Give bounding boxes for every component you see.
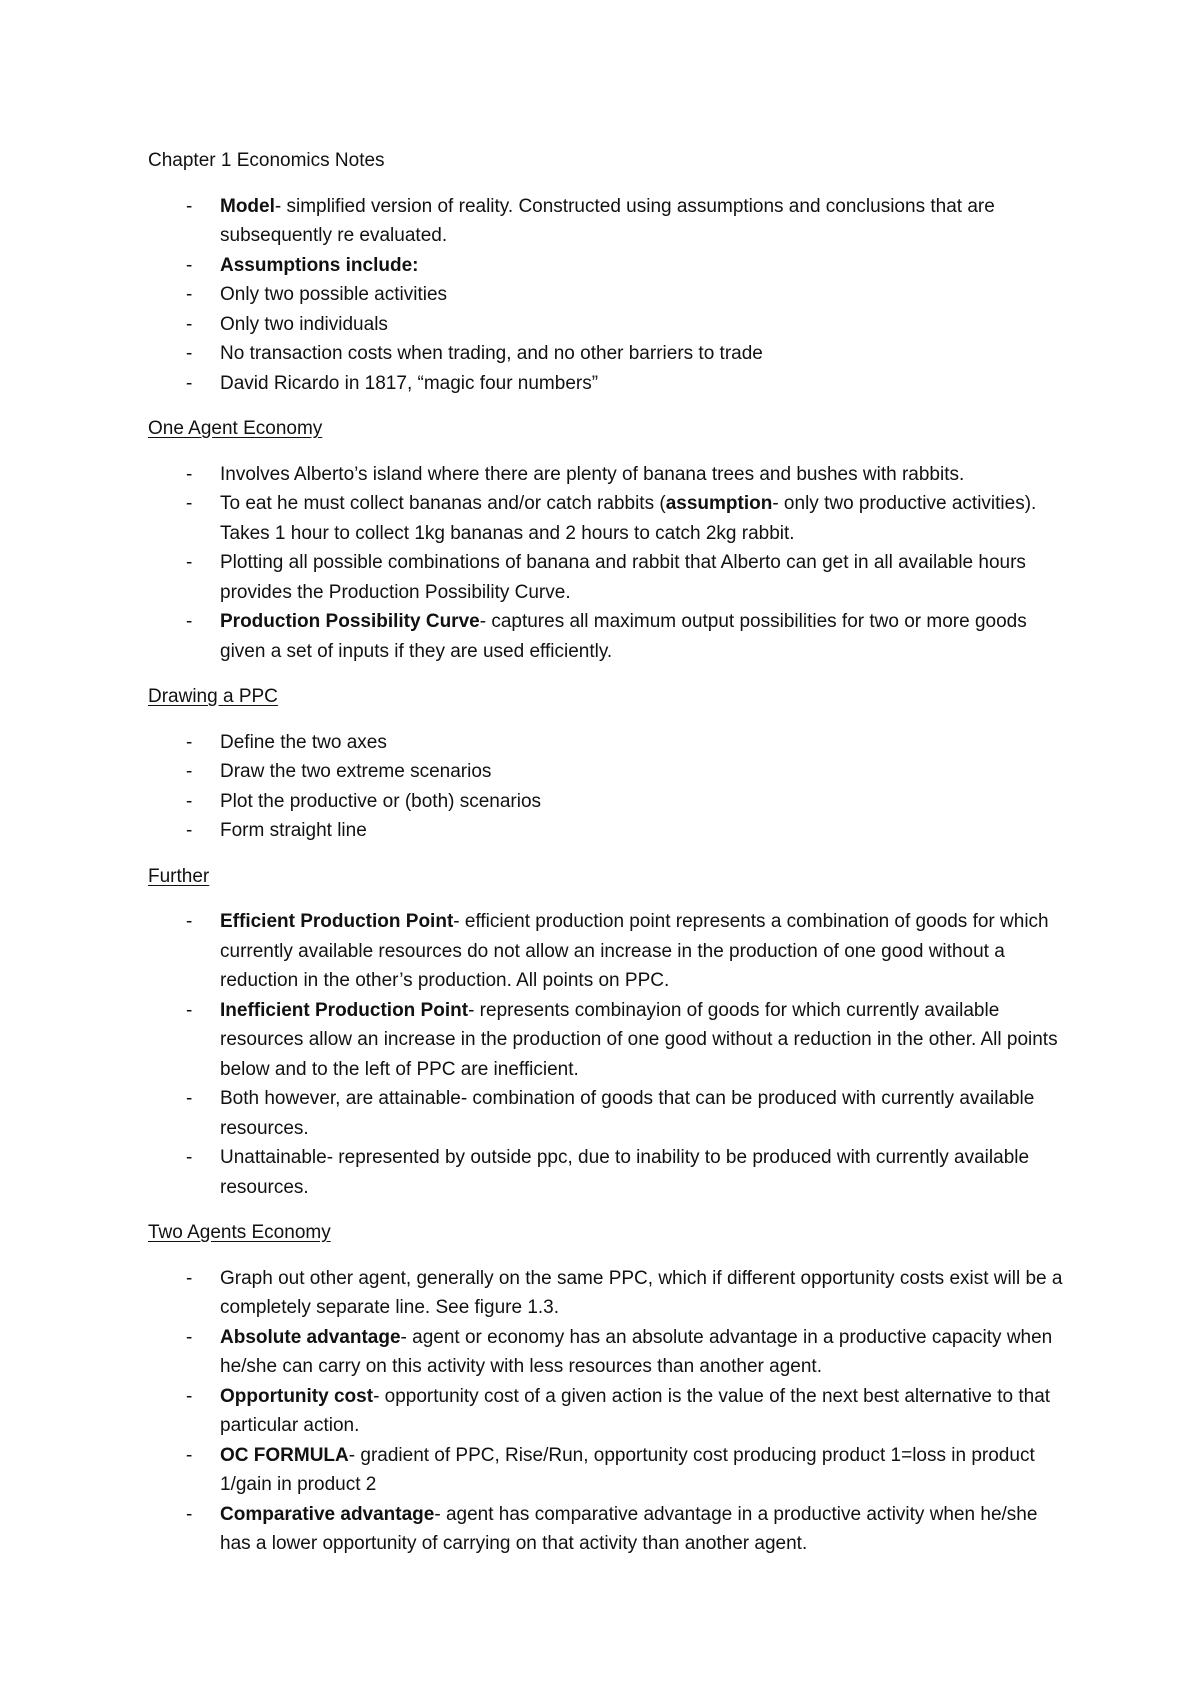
section xyxy=(148,414,1073,666)
bullet-item xyxy=(148,369,1073,399)
bullet-item xyxy=(148,1323,1073,1382)
bullet-dash: - xyxy=(186,1147,193,1168)
bullet-term: Comparative advantage xyxy=(220,1503,435,1525)
bullet-text: Only two individuals xyxy=(220,313,388,335)
bullet-item xyxy=(148,1264,1073,1323)
bullet-dash: - xyxy=(186,1503,193,1525)
bullet-dash: - xyxy=(186,761,193,782)
bullet-item xyxy=(148,728,1073,758)
bullet-item xyxy=(148,816,1073,846)
section xyxy=(148,1218,1073,1559)
bullet-item xyxy=(148,548,1073,607)
bullet-text: - agent or economy has an absolute advantage in a productive capacity when he/she can carry on this activity with less resources than another agent. xyxy=(220,1326,1053,1377)
bullet-item xyxy=(148,787,1073,817)
bullet-item xyxy=(148,907,1073,996)
bullet-text: Plotting all possible combinations of banana and rabbit that Alberto can get in all available hours provides the Production Possibility Curve. xyxy=(220,552,1026,603)
bullet-dash: - xyxy=(186,1326,193,1348)
bullet-text: Define the two axes xyxy=(220,731,387,753)
section-heading: Two Agents Economy xyxy=(148,1222,331,1243)
bullet-term: Production Possibility Curve xyxy=(220,611,480,632)
bullet-item xyxy=(148,757,1073,787)
bullet-text: - represents combinayion of goods for which currently available resources allow an increase in the production of one good without a reduction in the other. All points below and to the left of PPC are inefficient. xyxy=(220,999,1058,1080)
bullet-list xyxy=(148,192,1073,399)
bullet-dash: - xyxy=(186,552,193,573)
bullet-item xyxy=(148,310,1073,340)
bullet-term: assumption xyxy=(665,493,773,514)
bullet-dash: - xyxy=(186,1267,193,1289)
bullet-dash: - xyxy=(186,1385,193,1407)
bullet-item xyxy=(148,192,1073,251)
bullet-list xyxy=(148,460,1073,667)
bullet-item xyxy=(148,1143,1073,1202)
bullet-dash: - xyxy=(186,911,193,932)
bullet-item xyxy=(148,339,1073,369)
section xyxy=(148,862,1073,1203)
bullet-dash: - xyxy=(186,313,193,335)
document-sections xyxy=(148,192,1073,1559)
bullet-text: Draw the two extreme scenarios xyxy=(220,761,492,782)
bullet-dash: - xyxy=(186,372,193,394)
section xyxy=(148,682,1073,846)
bullet-text: To eat he must collect bananas and/or catch rabbits ( xyxy=(220,493,666,514)
bullet-dash: - xyxy=(186,463,193,485)
bullet-text: Both however, are attainable- combination of goods that can be produced with currently available resources. xyxy=(220,1088,1035,1139)
bullet-item xyxy=(148,996,1073,1085)
bullet-dash: - xyxy=(186,999,193,1021)
bullet-text: - only two productive activities). Takes 1 hour to collect 1kg bananas and 2 hours to catch 2kg rabbit. xyxy=(220,493,1037,544)
bullet-text: Form straight line xyxy=(220,820,367,841)
bullet-list xyxy=(148,907,1073,1202)
bullet-item xyxy=(148,280,1073,310)
section-heading: Further xyxy=(148,865,210,887)
bullet-list xyxy=(148,1264,1073,1559)
bullet-list xyxy=(148,728,1073,846)
bullet-dash: - xyxy=(186,343,193,364)
bullet-item xyxy=(148,251,1073,281)
bullet-text: David Ricardo in 1817, “magic four numbers” xyxy=(220,372,599,394)
bullet-term: Efficient Production Point xyxy=(220,911,454,932)
bullet-dash: - xyxy=(186,611,193,632)
bullet-dash: - xyxy=(186,1444,193,1466)
bullet-text: Graph out other agent, generally on the same PPC, which if different opportunity costs exist will be a completely separate line. See figure 1.3. xyxy=(220,1267,1063,1318)
bullet-text: Unattainable- represented by outside ppc, due to inability to be produced with currently available resources. xyxy=(220,1147,1030,1198)
bullet-dash: - xyxy=(186,195,193,217)
bullet-text: - gradient of PPC, Rise/Run, opportunity cost producing product 1=loss in product 1/gain in product 2 xyxy=(220,1444,1035,1495)
bullet-text: Only two possible activities xyxy=(220,284,448,305)
bullet-dash: - xyxy=(186,493,193,514)
bullet-text: Involves Alberto’s island where there are plenty of banana trees and bushes with rabbits. xyxy=(220,463,965,485)
bullet-item xyxy=(148,1500,1073,1559)
bullet-item xyxy=(148,1382,1073,1441)
bullet-text: Plot the productive or (both) scenarios xyxy=(220,790,542,812)
bullet-text: No transaction costs when trading, and no other barriers to trade xyxy=(220,343,763,364)
bullet-dash: - xyxy=(186,790,193,812)
bullet-dash: - xyxy=(186,731,193,753)
bullet-term: Model xyxy=(220,195,275,217)
bullet-dash: - xyxy=(186,820,193,841)
bullet-text: - agent has comparative advantage in a productive activity when he/she has a lower opportunity of carrying on that activity than another agent. xyxy=(220,1503,1038,1554)
bullet-item xyxy=(148,460,1073,490)
bullet-item xyxy=(148,489,1073,548)
section-heading: One Agent Economy xyxy=(148,418,323,439)
bullet-text: - simplified version of reality. Constructed using assumptions and conclusions that are subsequently re evaluated. xyxy=(220,195,995,246)
bullet-term: Assumptions include: xyxy=(220,254,419,276)
bullet-item xyxy=(148,1441,1073,1500)
bullet-item xyxy=(148,1084,1073,1143)
bullet-text: - opportunity cost of a given action is the value of the next best alternative to that particular action. xyxy=(220,1385,1051,1436)
bullet-dash: - xyxy=(186,254,193,276)
bullet-item xyxy=(148,607,1073,666)
section xyxy=(148,192,1073,399)
bullet-term: OC FORMULA xyxy=(220,1444,349,1466)
document-title: Chapter 1 Economics Notes xyxy=(148,150,385,171)
bullet-dash: - xyxy=(186,284,193,305)
document-body xyxy=(148,146,1073,1575)
bullet-text: - captures all maximum output possibilities for two or more goods given a set of inputs if they are used efficiently. xyxy=(220,611,1027,662)
bullet-term: Inefficient Production Point xyxy=(220,999,469,1021)
bullet-term: Opportunity cost xyxy=(220,1385,374,1407)
section-heading: Drawing a PPC xyxy=(148,686,278,707)
bullet-term: Absolute advantage xyxy=(220,1326,401,1348)
bullet-dash: - xyxy=(186,1088,193,1109)
bullet-text: - efficient production point represents a combination of goods for which currently available resources do not allow an increase in the production of one good without a reduction in the other’s production. All points on PPC. xyxy=(220,911,1049,991)
